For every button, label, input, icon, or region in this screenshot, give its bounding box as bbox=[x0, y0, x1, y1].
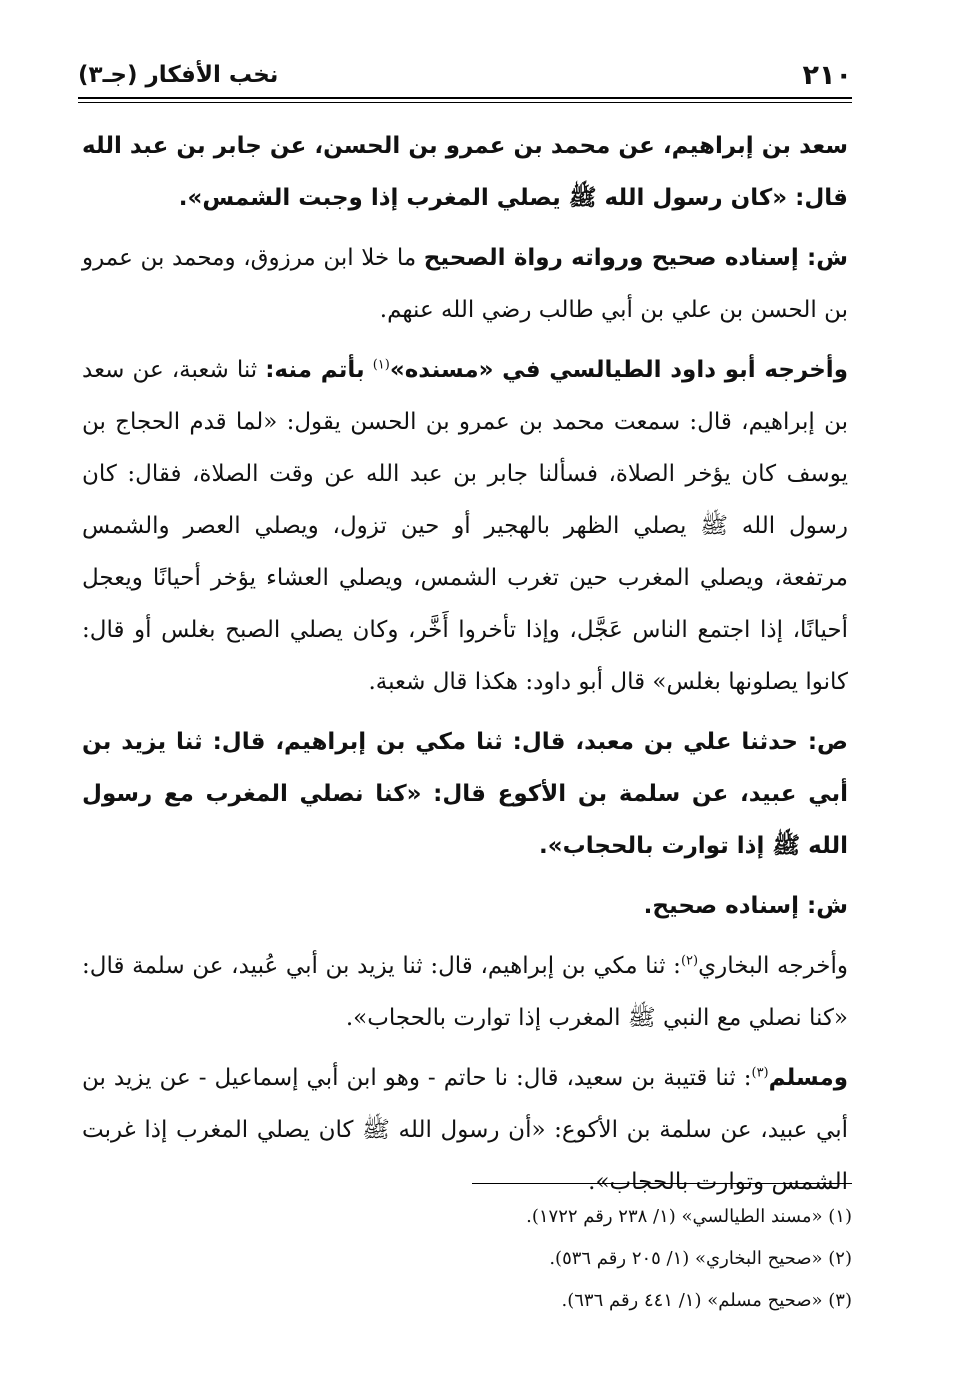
paragraph-3-text: ثنا شعبة، عن سعد بن إبراهيم، قال: سمعت محمد بن عمرو بن الحسن يقول: «لما قدم الحجاج بن يوسف كان يؤخر الصلاة، فسألنا جابر بن عبد الله عن وقت الصلاة، فقال: كان رسول الله ﷺ يصلي الظهر بالهجير أو حين تزول، ويصلي العصر والشمس مرتفعة، ويصلي المغرب حين تغرب الشمس، ويصلي العشاء يؤخر أحيانًا ويعجل أحيانًا، إذا اجتمع الناس عَجَّل، وإذا تأخروا أَخَّر، وكان يصلي الصبح بغلس أو قال: كانوا يصلونها بغلس» قال أبو داود: هكذا قال شعبة. bbox=[82, 357, 848, 695]
paragraph-7 bbox=[82, 1052, 848, 1208]
footnote-1: (١) «مسند الطيالسي» (١/ ٢٣٨ رقم ١٧٢٢). bbox=[526, 1206, 852, 1227]
paragraph-6 bbox=[82, 940, 848, 1044]
main-text bbox=[82, 120, 848, 1216]
paragraph-2-lead: ش: إسناده صحيح ورواته رواة الصحيح bbox=[423, 245, 848, 271]
paragraph-2-text: ما خلا ابن مرزوق، ومحمد بن عمرو بن الحسن بن علي بن أبي طالب رضي الله عنهم. bbox=[82, 245, 848, 323]
paragraph-1: سعد بن إبراهيم، عن محمد بن عمرو بن الحسن، عن جابر بن عبد الله قال: «كان رسول الله ﷺ يصلي المغرب إذا وجبت الشمس». bbox=[82, 133, 848, 211]
paragraph-3-lead: وأخرجه أبو داود الطيالسي في «مسنده» bbox=[389, 357, 848, 383]
footnote-2: (٢) «صحيح البخاري» (١/ ٢٠٥ رقم ٥٣٦). bbox=[549, 1248, 852, 1269]
footnotes bbox=[200, 1196, 852, 1322]
footnote-3: (٣) «صحيح مسلم» (١/ ٤٤١ رقم ٦٣٦). bbox=[561, 1290, 852, 1311]
footnote-ref-2[interactable]: (٢) bbox=[680, 953, 699, 969]
paragraph-4: ص: حدثنا علي بن معبد، قال: ثنا مكي بن إبراهيم، قال: ثنا يزيد بن أبي عبيد، عن سلمة بن الأكوع قال: «كنا نصلي المغرب مع رسول الله ﷺ إذا توارت بالحجاب». bbox=[82, 729, 848, 859]
page-header bbox=[78, 56, 852, 94]
paragraph-7-text: : ثنا قتيبة بن سعيد، قال: نا حاتم - وهو ابن أبي إسماعيل - عن يزيد بن أبي عبيد، عن سلمة بن الأكوع: «أن رسول الله ﷺ كان يصلي المغرب إذا غربت الشمس وتوارت بالحجاب». bbox=[82, 1065, 848, 1195]
paragraph-6-text: : ثنا مكي بن إبراهيم، قال: ثنا يزيد بن أبي عُبيد، عن سلمة قال: «كنا نصلي مع النبي ﷺ المغرب إذا توارت بالحجاب». bbox=[82, 953, 848, 1031]
paragraph-2 bbox=[82, 232, 848, 336]
paragraph-3-lead-2: بأتم منه: bbox=[265, 357, 365, 383]
header-rule-thin bbox=[78, 102, 852, 103]
paragraph-5: ش: إسناده صحيح. bbox=[643, 893, 848, 919]
footnote-separator bbox=[472, 1183, 852, 1184]
paragraph-3 bbox=[82, 344, 848, 708]
paragraph-6-lead: وأخرجه البخاري bbox=[698, 953, 848, 979]
footnote-ref-3[interactable]: (٣) bbox=[751, 1065, 769, 1081]
header-rule bbox=[78, 97, 852, 99]
book-title: نخب الأفكار (جـ٣) bbox=[78, 62, 279, 88]
page-number: ٢١٠ bbox=[802, 59, 852, 91]
footnote-ref-1[interactable]: (١) bbox=[372, 357, 390, 373]
paragraph-7-lead: ومسلم bbox=[768, 1065, 848, 1091]
